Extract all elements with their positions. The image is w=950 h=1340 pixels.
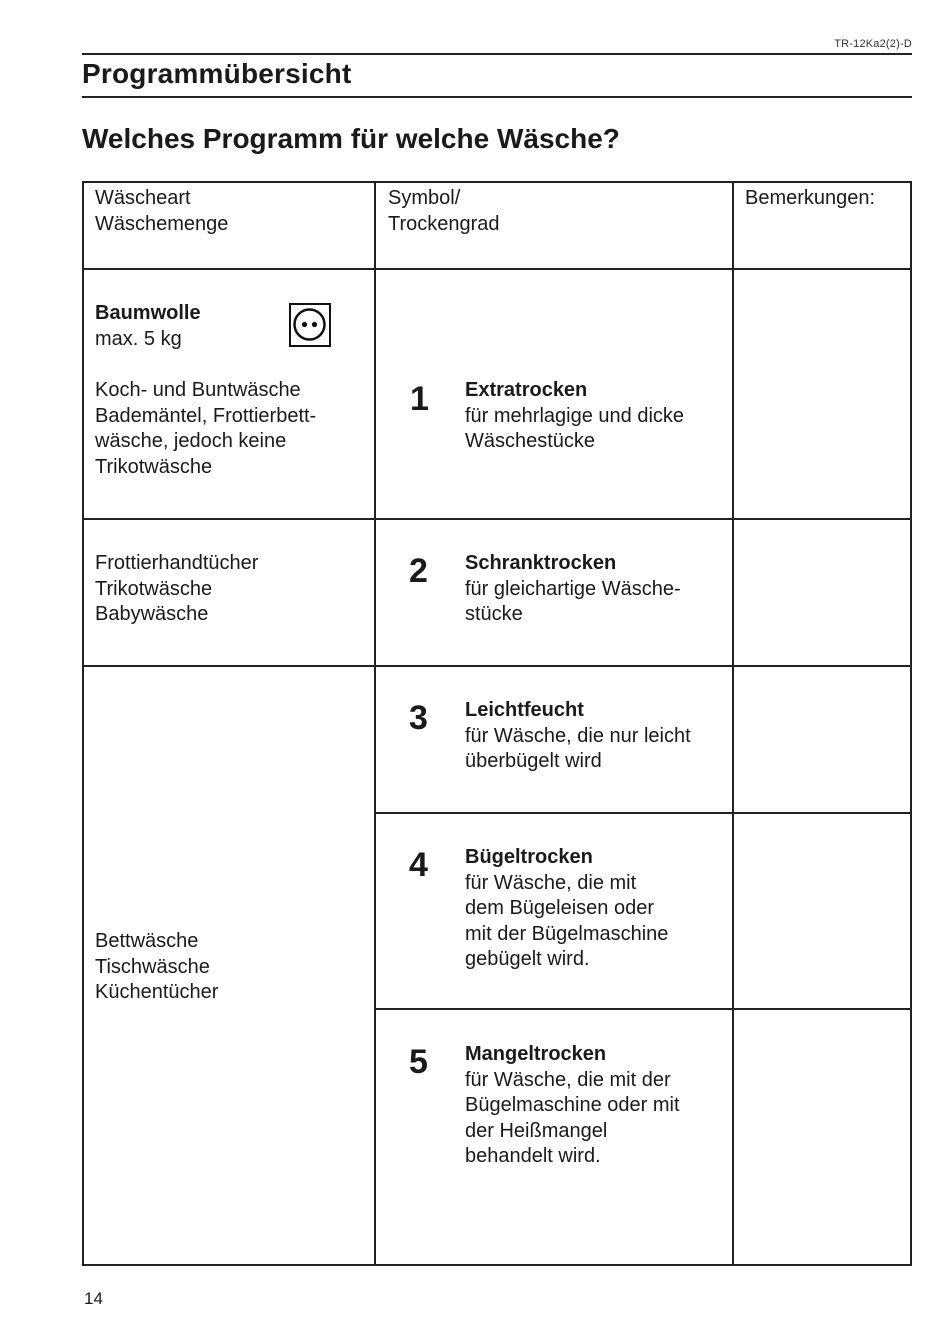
header-top-rule <box>82 53 912 55</box>
page-number: 14 <box>84 1289 103 1308</box>
program-description: für Wäsche, die mit der Bügelmaschine oder mit der Heißmangel behandelt wird. <box>465 1068 680 1167</box>
program-number-4: 4 <box>409 846 428 884</box>
program-name: Extratrocken <box>465 379 588 401</box>
program-buegeltrocken <box>465 845 668 973</box>
document-code: TR-12Ka2(2)-D <box>834 38 912 50</box>
header-bemerkungen: Bemerkungen: <box>745 187 876 209</box>
program-number-2: 2 <box>409 552 428 590</box>
header-symbol-trockengrad: Symbol/ Trockengrad <box>388 187 500 235</box>
group-amount: max. 5 kg <box>95 328 182 350</box>
program-description: für gleichartige Wäsche- stücke <box>465 577 681 625</box>
program-number-1: 1 <box>410 380 429 418</box>
group-description-towels: Frottierhandtücher Trikotwäsche Babywäsche <box>95 552 259 625</box>
header-bottom-rule <box>82 96 912 98</box>
program-description: für Wäsche, die mit dem Bügeleisen oder mit der Bügelmaschine gebügelt wird. <box>465 871 669 970</box>
section-title: Programmübersicht <box>82 58 352 89</box>
program-name: Schranktrocken <box>465 552 617 574</box>
program-name: Leichtfeucht <box>465 699 584 721</box>
page-question: Welches Programm für welche Wäsche? <box>82 123 620 154</box>
header-waescheart: Wäscheart Wäschemenge <box>95 187 229 235</box>
program-extratrocken <box>465 378 684 455</box>
program-leichtfeucht <box>465 698 691 775</box>
program-name: Mangeltrocken <box>465 1043 607 1065</box>
dryer-high-heat-icon <box>289 303 331 347</box>
group-description-cotton: Koch- und Buntwäsche Bademäntel, Frottierbett- wäsche, jedoch keine Trikotwäsche <box>95 379 317 478</box>
program-number-5: 5 <box>409 1043 428 1081</box>
program-schranktrocken <box>465 551 681 628</box>
program-name: Bügeltrocken <box>465 846 593 868</box>
group-title-baumwolle: Baumwolle <box>95 302 201 324</box>
group-description-linens: Bettwäsche Tischwäsche Küchentücher <box>95 930 219 1003</box>
program-mangeltrocken <box>465 1042 680 1170</box>
program-description: für Wäsche, die nur leicht überbügelt wird <box>465 724 691 772</box>
program-description: für mehrlagige und dicke Wäschestücke <box>465 404 685 452</box>
program-number-3: 3 <box>409 699 428 737</box>
